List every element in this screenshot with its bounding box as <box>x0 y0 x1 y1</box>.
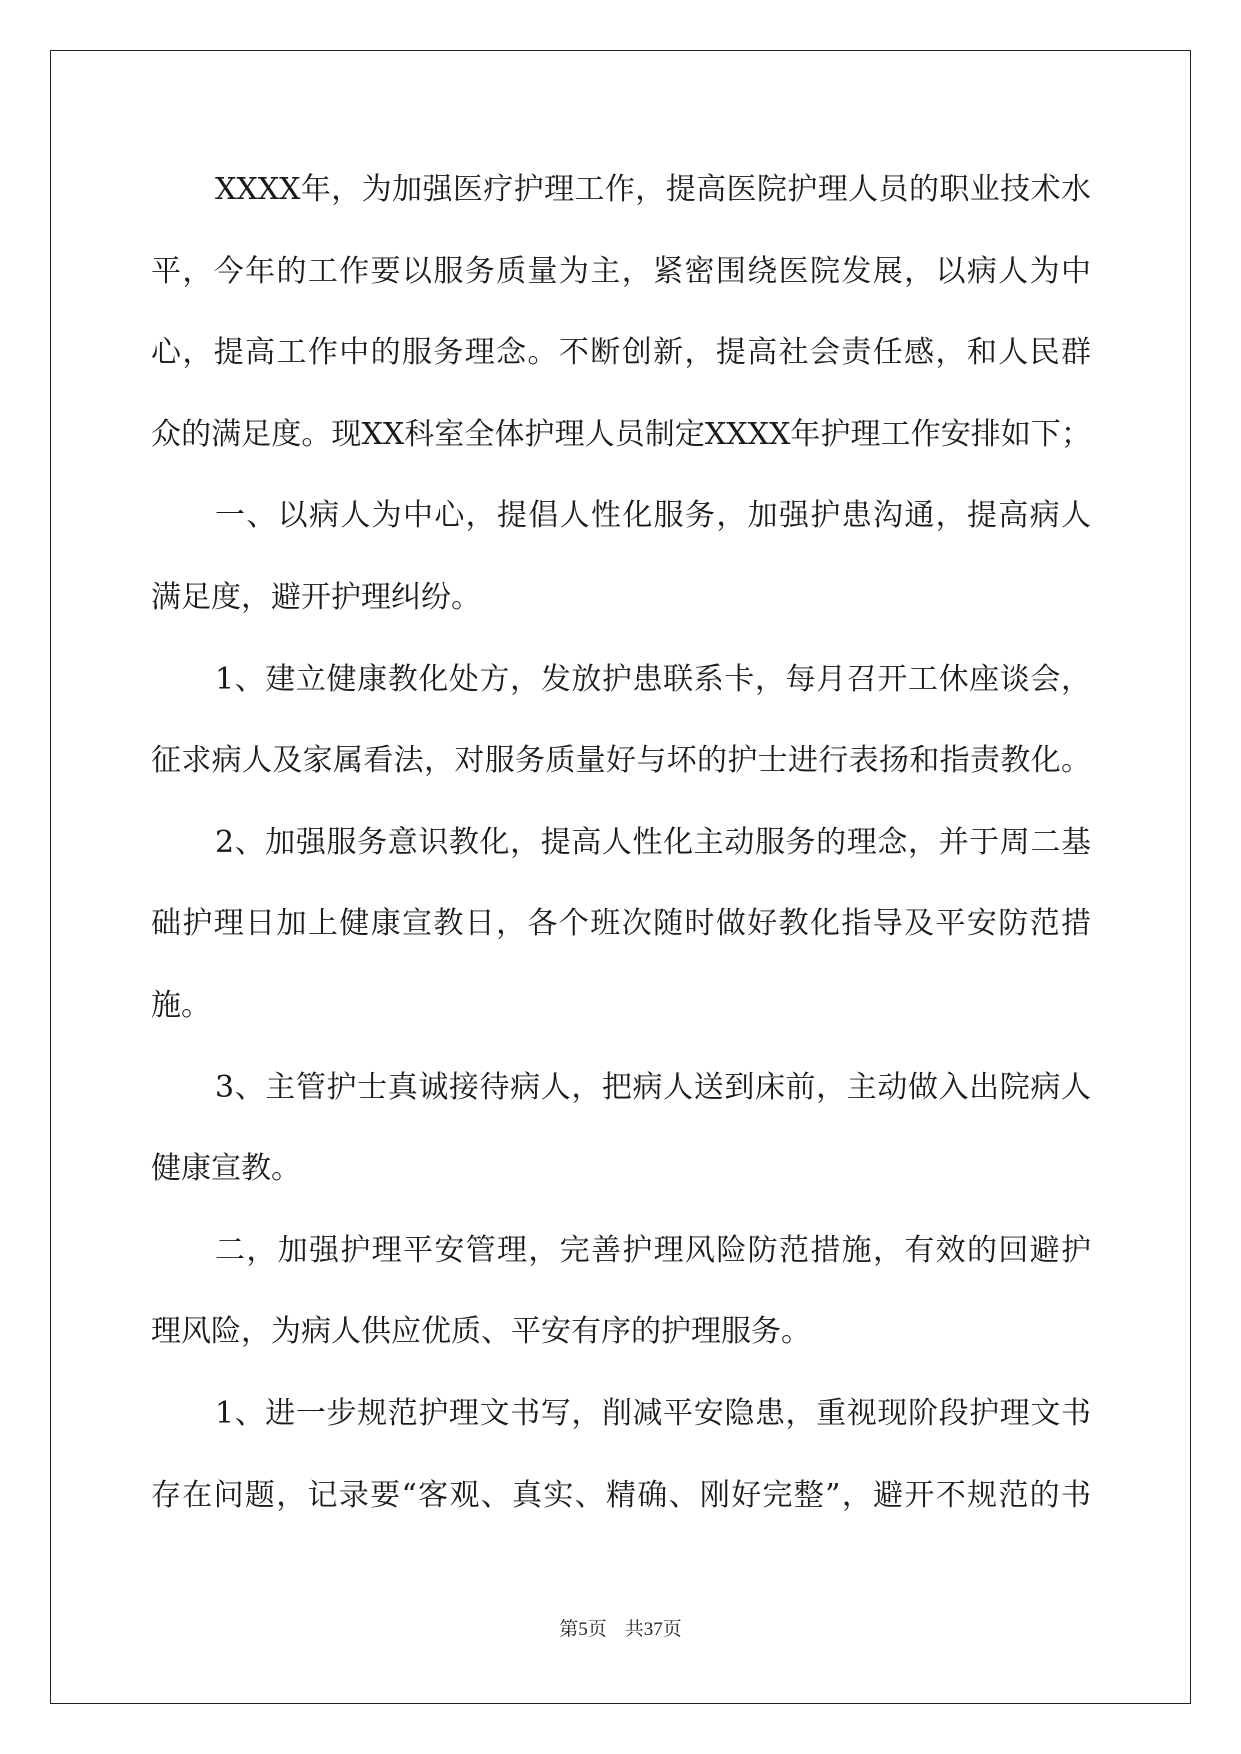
paragraph-line: XXXX年，为加强医疗护理工作，提高医院护理人员的职业技术水 <box>215 172 1091 207</box>
page-total: 共37页 <box>624 1619 682 1640</box>
paragraph-line: 满足度，避开护理纠纷。 <box>151 579 481 615</box>
paragraph-line: 存在问题，记录要“客观、真实、精确、刚好完整”，避开不规范的书 <box>151 1477 1091 1513</box>
paragraph-line: 1、进一步规范护理文书写，削减平安隐患，重视现阶段护理文书 <box>215 1395 1091 1431</box>
paragraph-line: 础护理日加上健康宣教日，各个班次随时做好教化指导及平安防范措 <box>151 906 1091 942</box>
paragraph-line: 施。 <box>151 987 211 1023</box>
paragraph-line: 二，加强护理平安管理，完善护理风险防范措施，有效的回避护 <box>215 1232 1091 1268</box>
paragraph-line: 2、加强服务意识教化，提高人性化主动服务的理念，并于周二基 <box>215 824 1091 860</box>
paragraph-line: 征求病人及家属看法，对服务质量好与坏的护士进行表扬和指责教化。 <box>151 743 1091 779</box>
document-body <box>151 160 1091 1547</box>
paragraph-line: 1、建立健康教化处方，发放护患联系卡，每月召开工休座谈会， <box>215 661 1091 697</box>
paragraph-line: 理风险，为病人供应优质、平安有序的护理服务。 <box>151 1314 811 1350</box>
paragraph-line: 平，今年的工作要以服务质量为主，紧密围绕医院发展，以病人为中 <box>151 253 1091 289</box>
paragraph-line: 健康宣教。 <box>151 1151 301 1187</box>
paragraph-line: 一、以病人为中心，提倡人性化服务，加强护患沟通，提高病人 <box>215 498 1091 534</box>
paragraph-line: 心，提高工作中的服务理念。不断创新，提高社会责任感，和人民群 <box>151 335 1091 371</box>
page-number: 第5页 <box>559 1619 607 1640</box>
page-footer <box>0 1618 1241 1642</box>
paragraph-line: 3、主管护士真诚接待病人，把病人送到床前，主动做入出院病人 <box>215 1069 1091 1105</box>
paragraph-line: 众的满足度。现XX科室全体护理人员制定XXXX年护理工作安排如下； <box>151 416 1091 452</box>
